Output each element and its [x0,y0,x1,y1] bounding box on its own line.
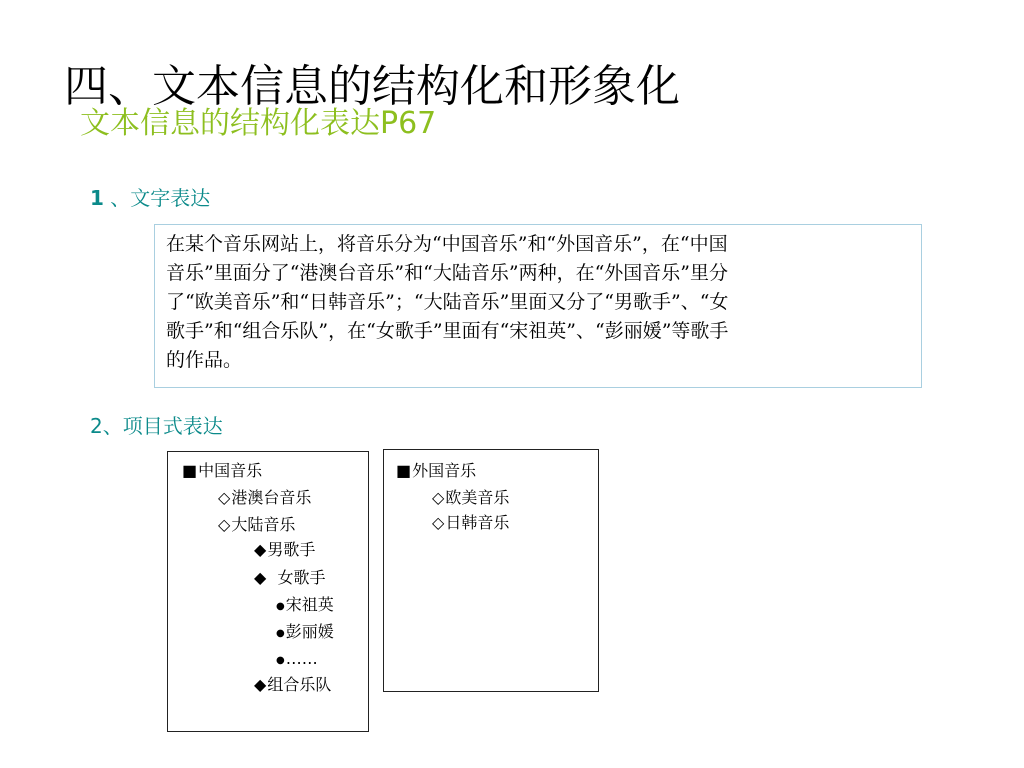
list-item-label: …… [285,649,318,668]
hollow-diamond-bullet-icon: ◇ [218,515,231,534]
list-item [182,460,262,482]
foreign-music-list-box [383,449,599,692]
section-heading-item-expression: 2、项目式表达 [90,414,223,438]
paragraph-line: 在某个音乐网站上，将音乐分为“中国音乐”和“外国音乐”，在“中国 [166,233,728,255]
list-item [254,539,315,561]
list-item [396,460,476,482]
filled-circle-bullet-icon: ● [276,628,285,639]
hollow-diamond-bullet-icon: ◇ [218,488,231,507]
list-item-label: 组合乐队 [267,675,332,694]
list-item-label: 宋祖英 [285,595,334,614]
hollow-diamond-bullet-icon: ◇ [432,513,445,532]
paragraph-line: 了“欧美音乐”和“日韩音乐”；“大陆音乐”里面又分了“男歌手”、“女 [166,291,729,313]
page-title: 四、文本信息的结构化和形象化 [64,61,680,113]
list-item-label: 外国音乐 [412,461,477,480]
filled-square-bullet-icon: ■ [396,461,412,480]
chinese-music-list-box [167,451,369,732]
filled-square-bullet-icon: ■ [182,461,198,480]
paragraph-line: 的作品。 [166,349,243,371]
filled-diamond-bullet-icon: ◆ [254,540,267,559]
list-item [218,514,295,536]
hollow-diamond-bullet-icon: ◇ [432,488,445,507]
section-label: 、文字表达 [103,186,211,210]
list-item-label: 日韩音乐 [445,513,510,532]
filled-diamond-bullet-icon: ◆ [254,568,267,587]
section-heading-text-expression [90,184,210,212]
list-item [276,621,334,645]
section-number: 1 [90,186,104,210]
paragraph-text [166,230,1024,375]
filled-circle-bullet-icon: ● [276,601,285,612]
list-item [432,512,509,534]
list-item-label: 大陆音乐 [231,515,296,534]
list-item [254,567,326,589]
list-item-label: 港澳台音乐 [231,488,312,507]
list-item-label: 女歌手 [267,568,326,587]
paragraph-line: 歌手”和“组合乐队”，在“女歌手”里面有“宋祖英”、“彭丽媛”等歌手 [166,320,729,342]
list-item [276,648,318,672]
list-item [218,487,311,509]
list-item [254,674,331,696]
paragraph-line: 音乐”里面分了“港澳台音乐”和“大陆音乐”两种，在“外国音乐”里分 [166,262,728,284]
filled-diamond-bullet-icon: ◆ [254,675,267,694]
filled-circle-bullet-icon: ● [276,655,285,666]
page-subtitle: 文本信息的结构化表达P67 [80,106,437,141]
list-item-label: 彭丽媛 [285,622,334,641]
list-item-label: 欧美音乐 [445,488,510,507]
list-item [276,594,334,618]
list-item-label: 男歌手 [267,540,316,559]
list-item-label: 中国音乐 [198,461,263,480]
list-item [432,487,509,509]
